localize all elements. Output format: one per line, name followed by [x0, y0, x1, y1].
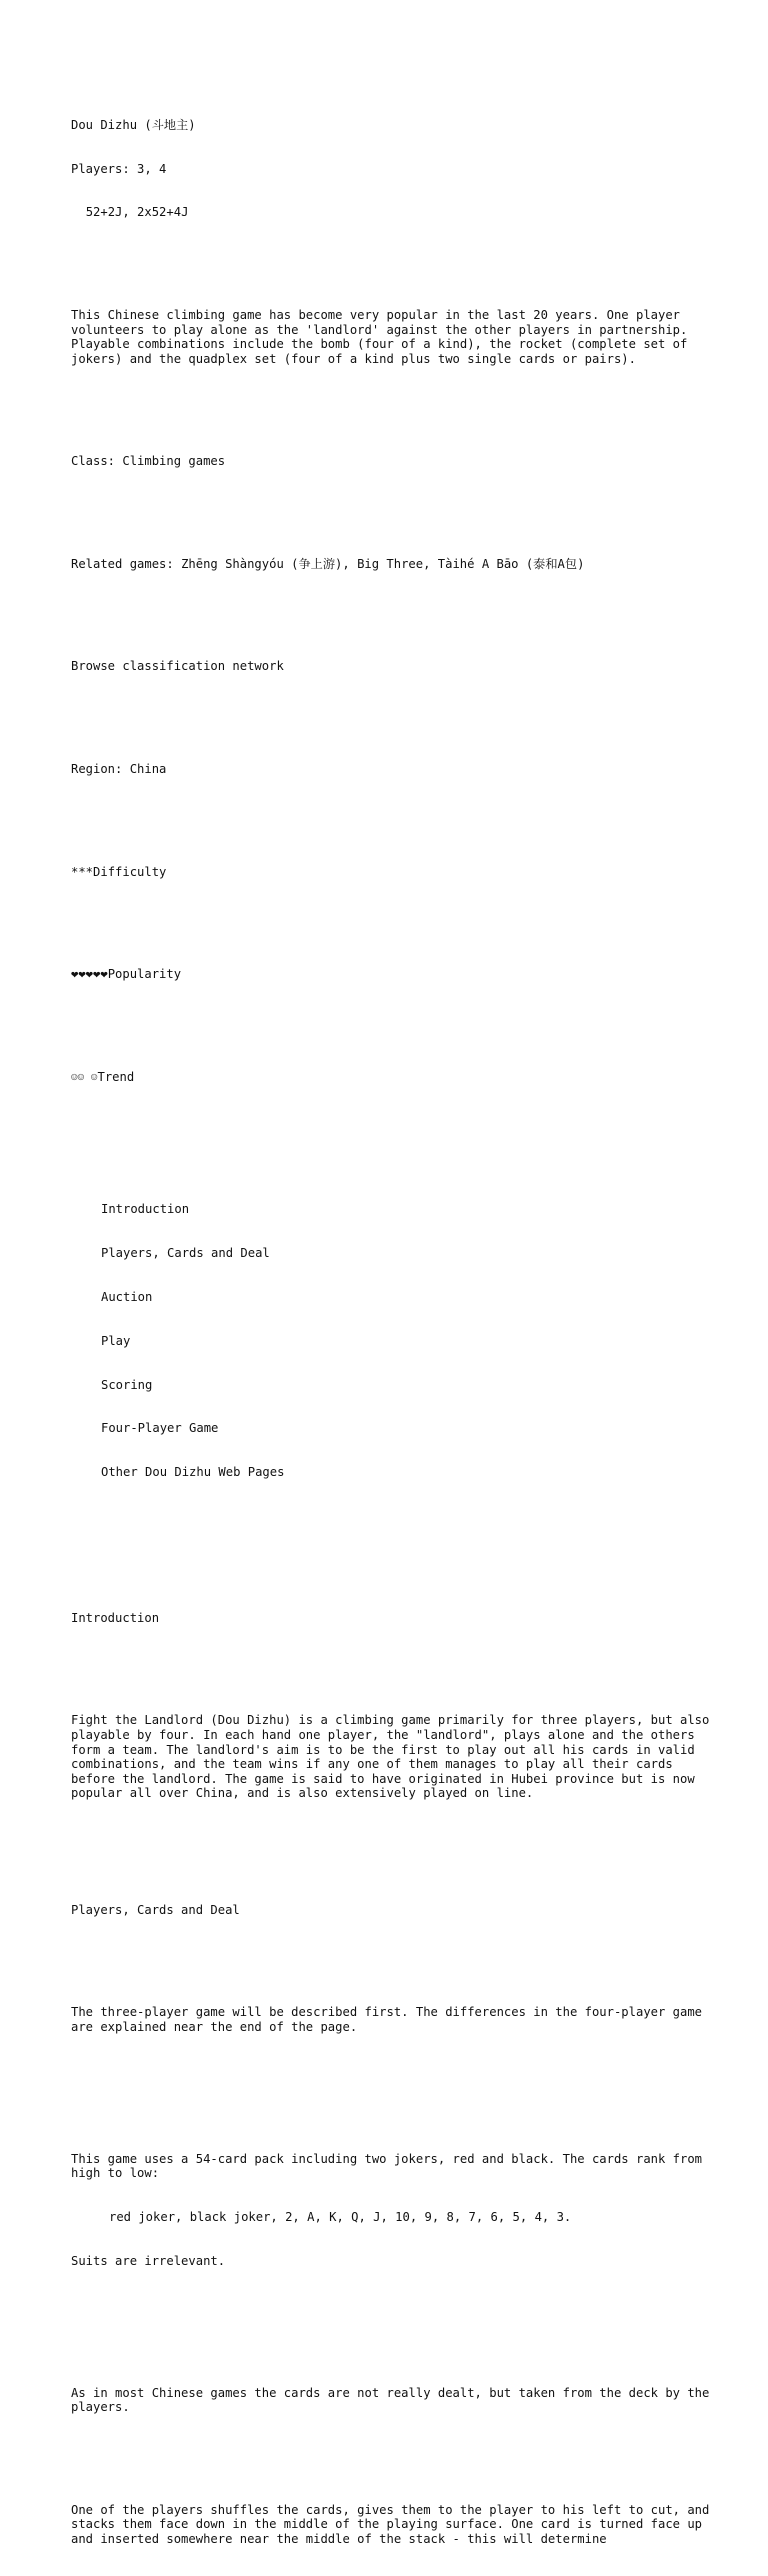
- toc-link-auction[interactable]: Auction: [101, 1289, 153, 1304]
- toc-link-play[interactable]: Play: [101, 1333, 131, 1348]
- toc-link-scoring[interactable]: Scoring: [101, 1377, 153, 1392]
- players-info: Players: 3, 4: [71, 161, 167, 176]
- class-line: Class: Climbing games: [71, 454, 226, 469]
- introduction-paragraph: Fight the Landlord (Dou Dizhu) is a climbing game primarily for three players, but also playable by four. In each hand one player, the "landlord", plays alone and the others form a team. The landlord's aim is to be the first to play out all his cards in valid combinations, and the team wins if any one of them manages to play all their cards before the landlord. The game is said to have originated in Hubei province but is now popular all over China, and is also extensively played on line.: [71, 1713, 717, 1801]
- card-ranking: red joker, black joker, 2, A, K, Q, J, 10, 9, 8, 7, 6, 5, 4, 3.: [109, 2210, 572, 2225]
- related-link-zheng-shangyou[interactable]: Zhēng Shàngyóu (争上游): [181, 556, 343, 571]
- related-link-taihe-a-bao[interactable]: Tàihé A Bāo (泰和A包): [437, 556, 585, 571]
- region-line: Region: China: [71, 761, 167, 776]
- difficulty-label: Difficulty: [93, 864, 167, 879]
- toc-link-other-web-pages[interactable]: Other Dou Dizhu Web Pages: [101, 1465, 285, 1480]
- deal-paragraph-3: As in most Chinese games the cards are not really dealt, but taken from the deck by the players.: [71, 2385, 717, 2415]
- deal-paragraph-4: One of the players shuffles the cards, gives them to the player to his left to cut, and stacks them face down in the middle of the playing surface. One card is turned face up and inserted somewhere near the middle of the stack - this will determine: [71, 2502, 717, 2547]
- suits-note: Suits are irrelevant.: [71, 2253, 226, 2268]
- game-summary: This Chinese climbing game has become very popular in the last 20 years. One player volunteers to play alone as the 'landlord' against the other players in partnership. Playable combinations include the bomb (four of a kind), the rocket (complete set of jokers) and the quadplex set (four of a kind plus two single cards or pairs).: [71, 307, 695, 366]
- popularity-line: [71, 967, 711, 982]
- difficulty-stars-icon: ***: [71, 864, 94, 879]
- game-title: Dou Dizhu (斗地主): [71, 117, 196, 132]
- related-separator: ,: [342, 556, 358, 571]
- related-prefix: Related games:: [71, 556, 182, 571]
- popularity-label: Popularity: [107, 967, 182, 982]
- trend-faces-icon: ☺☺ ☺: [71, 1070, 98, 1084]
- table-of-contents: [71, 1173, 711, 1509]
- popularity-hearts-icon: ❤❤❤❤❤: [71, 967, 108, 982]
- toc-link-introduction[interactable]: Introduction: [101, 1202, 190, 1217]
- trend-line: [71, 1070, 711, 1086]
- document-page: [71, 74, 717, 2576]
- toc-link-players-cards-deal[interactable]: Players, Cards and Deal: [101, 1246, 270, 1261]
- card-pack-description: This game uses a 54-card pack including two jokers, red and black. The cards rank from high to low:: [71, 2151, 710, 2181]
- related-games: [71, 557, 711, 572]
- cards-info: 52+2J, 2x52+4J: [71, 205, 189, 220]
- related-link-big-three[interactable]: Big Three: [357, 556, 424, 571]
- deal-paragraph-2: [71, 2123, 711, 2298]
- section-heading-introduction: Introduction: [71, 1610, 160, 1625]
- deal-paragraph-1: The three-player game will be described first. The differences in the four-player game are explained near the end of the page.: [71, 2005, 710, 2035]
- difficulty-line: [71, 865, 711, 880]
- related-separator: ,: [423, 556, 438, 571]
- browse-classification-link[interactable]: Browse classification network: [71, 659, 284, 674]
- trend-label: Trend: [97, 1069, 135, 1084]
- toc-link-four-player-game[interactable]: Four-Player Game: [101, 1421, 219, 1436]
- section-heading-players-cards-deal: Players, Cards and Deal: [71, 1902, 240, 1917]
